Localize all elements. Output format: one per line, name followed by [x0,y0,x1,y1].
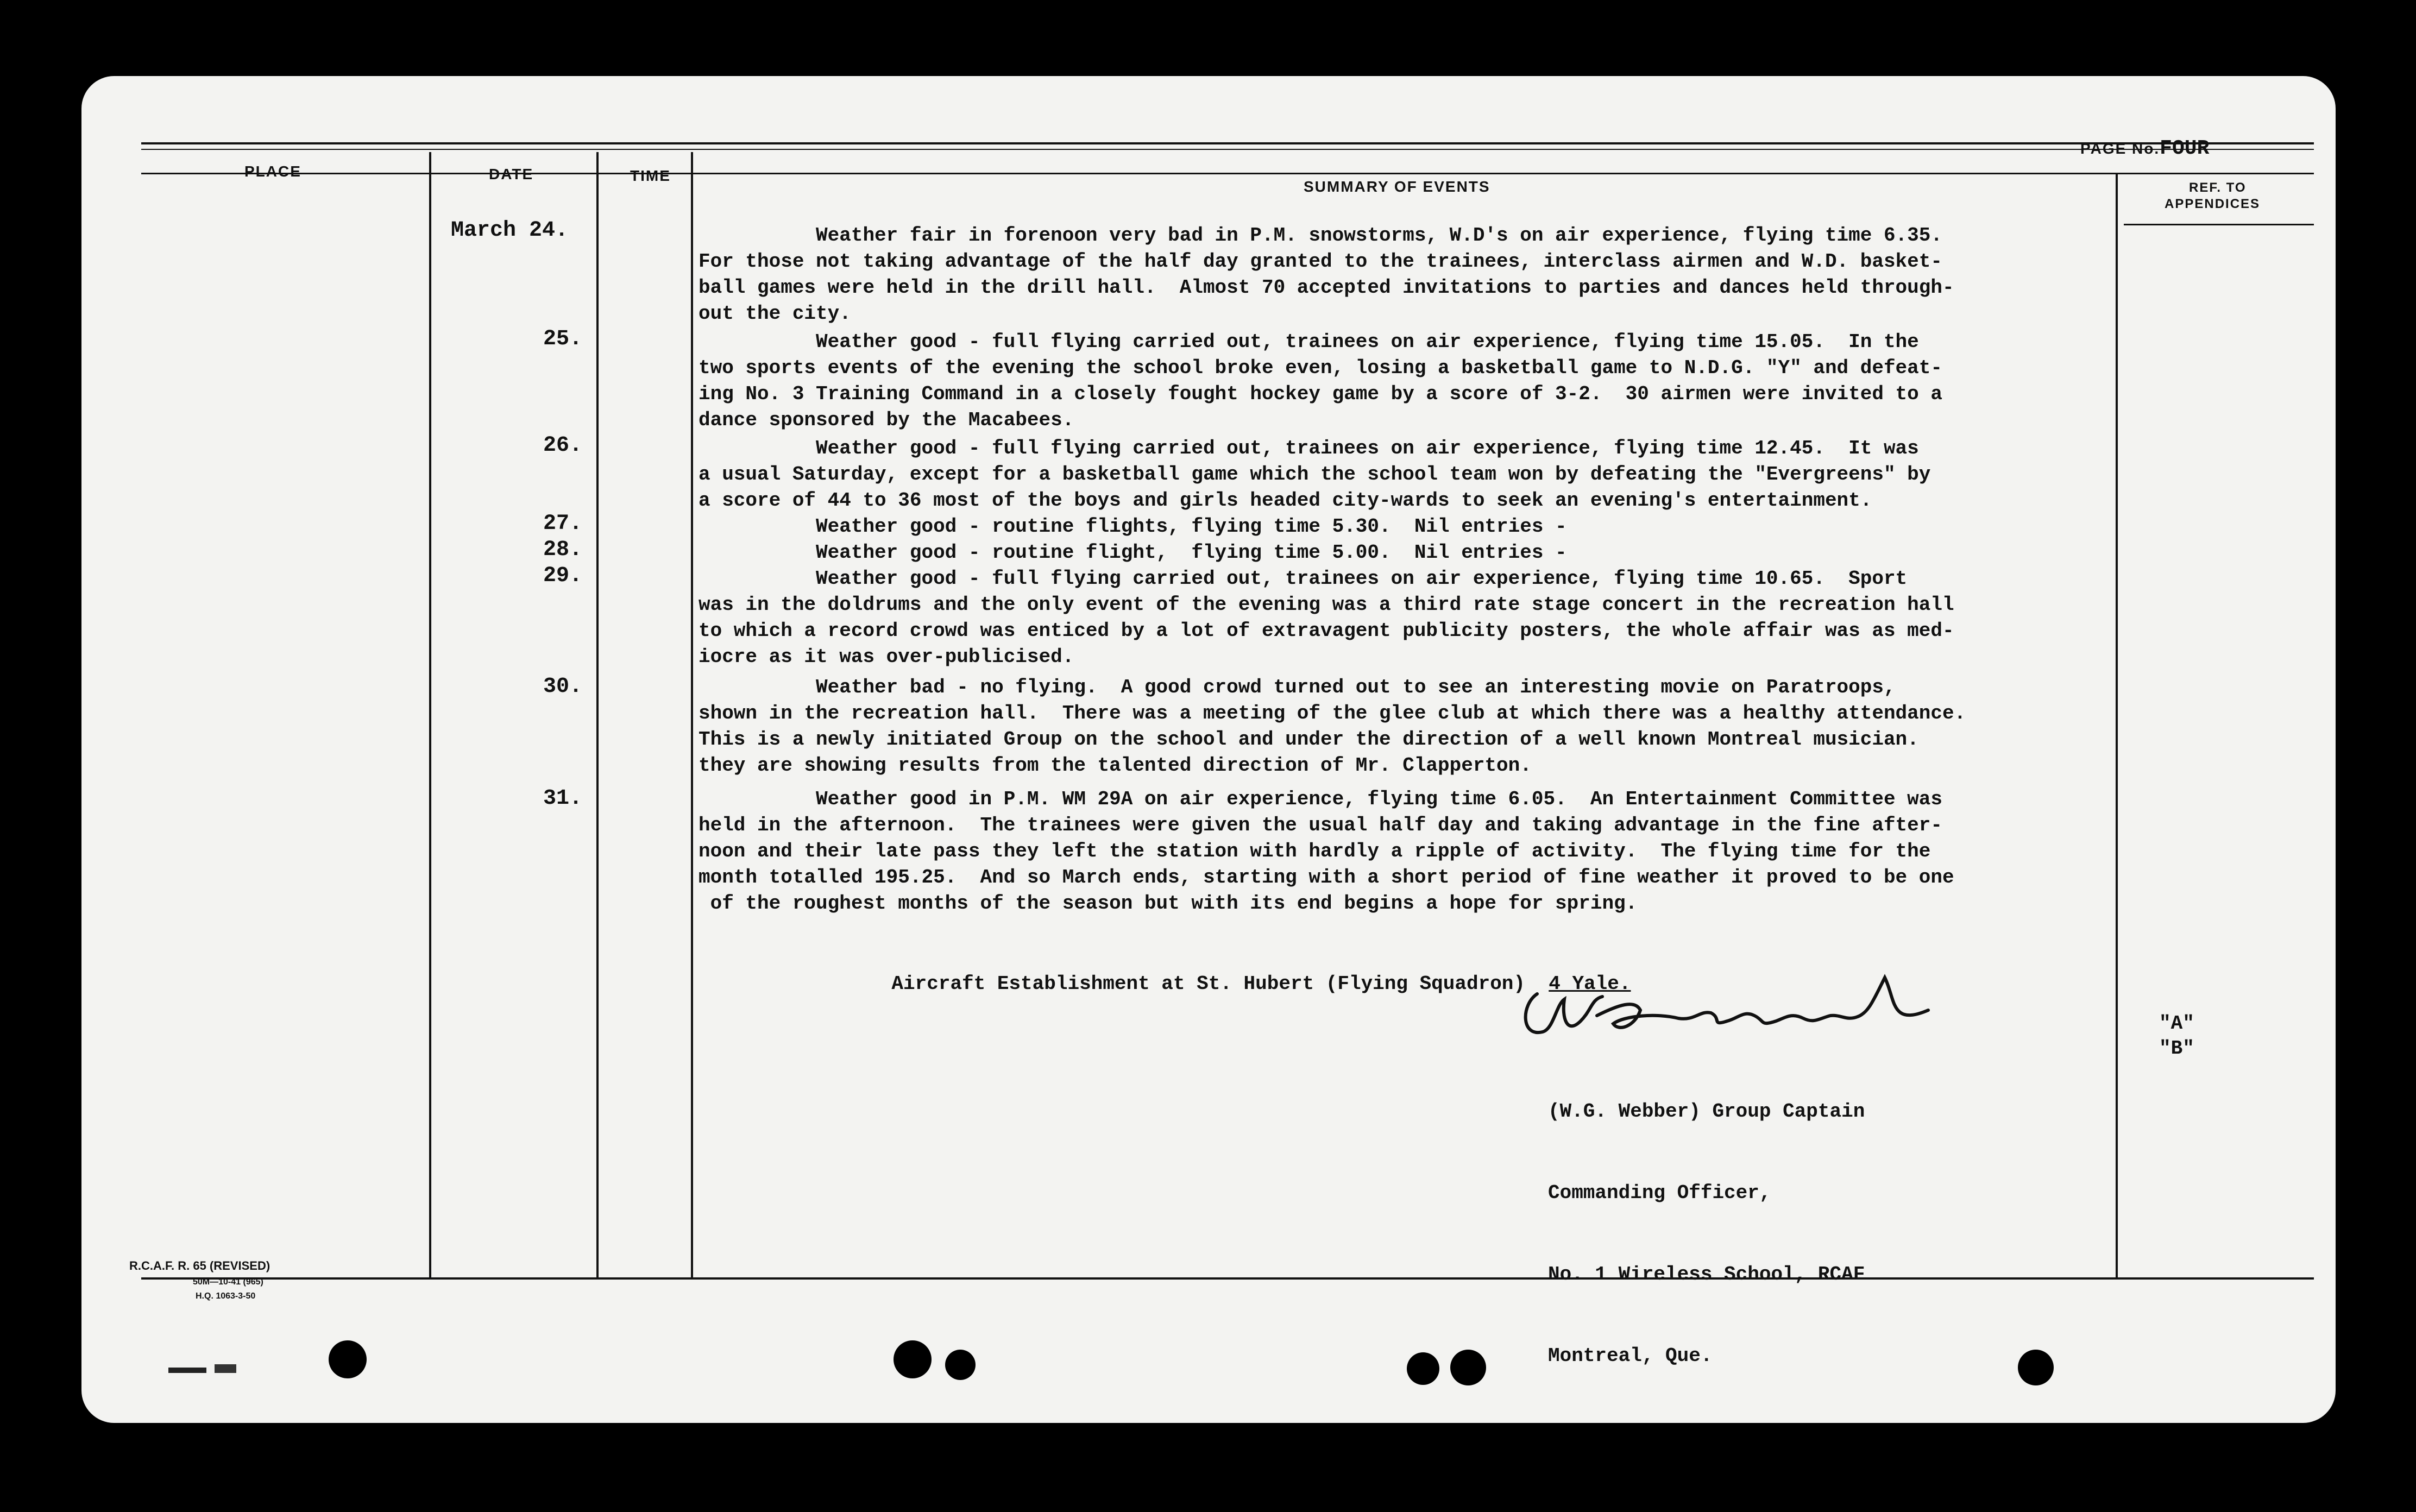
appendix-ref-a: "A" [2159,1012,2194,1035]
col-header-summary: SUMMARY OF EVENTS [1304,178,1490,195]
summary-line: Weather good - routine flights, flying time 5.30. Nil entries - [699,515,1567,538]
date-entry: 31. [543,786,583,811]
summary-line: Weather bad - no flying. A good crowd turned out to see an interesting movie on Paratroops, [699,676,1896,698]
page-no-label: PAGE No.FOUR [2080,137,2210,160]
summary-line: iocre as it was over-publicised. [699,646,1074,668]
signatory-location: Montreal, Que. [1548,1345,1713,1367]
col-header-ref-2: APPENDICES [2165,197,2261,211]
punch-hole [1450,1350,1486,1385]
date-entry: 28. [543,538,583,562]
summary-line: they are showing results from the talented direction of Mr. Clapperton. [699,754,1532,777]
summary-line: This is a newly initiated Group on the school and under the direction of a well known Montreal musician. [699,728,1919,751]
ref-header-rule [2124,224,2314,225]
bottom-rule [141,1277,2314,1280]
signatory-title: Commanding Officer, [1548,1182,1771,1204]
signature [1515,967,1961,1054]
signature-block [1548,1044,1865,1423]
top-rule-1 [141,142,2314,144]
smudge-mark [215,1364,236,1373]
summary-line: Weather fair in forenoon very bad in P.M. snowstorms, W.D's on air experience, flying time 6.35. [699,224,1942,247]
summary-line: shown in the recreation hall. There was a meeting of the glee club at which there was a healthy attendance. [699,702,1966,724]
date-time-divider [596,152,599,1277]
header-rule [141,173,2314,174]
summary-line: Weather good - routine flight, flying time 5.00. Nil entries - [699,541,1567,564]
summary-line: Weather good - full flying carried out, trainees on air experience, flying time 15.05. In the [699,331,1919,353]
summary-line: Weather good - full flying carried out, trainees on air experience, flying time 12.45. It was [699,437,1919,459]
summary-line: a score of 44 to 36 most of the boys and girls headed city-wards to seek an evening's entertainment. [699,489,1872,512]
date-entry: 29. [543,564,583,588]
date-entry: 25. [543,327,583,351]
summary-line: Weather good in P.M. WM 29A on air experience, flying time 6.05. An Entertainment Committee was [699,788,1942,810]
time-summary-divider [691,152,693,1277]
summary-line: of the roughest months of the season but with its end begins a hope for spring. [699,892,1638,915]
col-header-time: TIME [630,167,671,184]
col-header-ref-1: REF. TO [2189,180,2247,195]
punch-hole [894,1340,932,1378]
form-number: R.C.A.F. R. 65 (REVISED) [129,1259,270,1272]
date-entry: 27. [543,512,583,536]
top-rule-2 [141,149,2314,150]
summary-line: ing No. 3 Training Command in a closely fought hockey game by a score of 3-2. 30 airmen were invited to a [699,383,1942,405]
summary-line: a usual Saturday, except for a basketball game which the school team won by defeating the "Evergreens" by [699,463,1931,486]
aircraft-establishment [845,945,1631,1023]
summary-line: noon and their late pass they left the station with hardly a ripple of activity. The flying time for the [699,840,1931,862]
summary-line: two sports events of the evening the school broke even, losing a basketball game to N.D.G. "Y" and defeat- [699,357,1942,379]
summary-line: to which a record crowd was enticed by a lot of extravagent publicity posters, the whole affair was as med- [699,620,1954,642]
place-date-divider [429,152,431,1277]
form-print-info: 50M—10-41 (965) [193,1277,263,1287]
summary-ref-divider [2116,174,2118,1277]
signatory-name: (W.G. Webber) Group Captain [1548,1100,1865,1123]
summary-line: held in the afternoon. The trainees were given the usual half day and taking advantage in the fine after- [699,814,1942,836]
date-entry: 26. [543,433,583,458]
smudge-mark [168,1368,206,1373]
summary-line: ball games were held in the drill hall. Almost 70 accepted invitations to parties and dances held through- [699,276,1954,299]
summary-line: month totalled 195.25. And so March ends, starting with a short period of fine weather it proved to be one [699,866,1954,889]
aircraft-value: 4 Yale. [1549,973,1631,995]
summary-line: For those not taking advantage of the half day granted to the trainees, interclass airmen and W.D. basket- [699,250,1942,273]
form-hq-info: H.Q. 1063-3-50 [196,1292,256,1301]
summary-line: was in the doldrums and the only event of the evening was a third rate stage concert in the recreation hall [699,594,1954,616]
aircraft-label: Aircraft Establishment at St. Hubert (Flying Squadron) [891,973,1526,995]
punch-hole [2018,1350,2054,1385]
record-card [81,76,2336,1423]
summary-line: Weather good - full flying carried out, trainees on air experience, flying time 10.65. Sport [699,568,1908,590]
date-entry: 30. [543,675,583,699]
punch-hole [329,1340,367,1378]
summary-line: dance sponsored by the Macabees. [699,409,1074,431]
date-entry: March 24. [451,218,569,243]
summary-line: out the city. [699,303,851,325]
col-header-date: DATE [489,166,534,182]
punch-hole [1407,1352,1439,1385]
page-no-value: FOUR [2160,137,2210,160]
punch-hole [945,1350,976,1380]
appendix-ref-b: "B" [2159,1037,2194,1060]
signatory-unit: No. 1 Wireless School, RCAF [1548,1263,1865,1286]
col-header-place: PLACE [244,163,301,180]
